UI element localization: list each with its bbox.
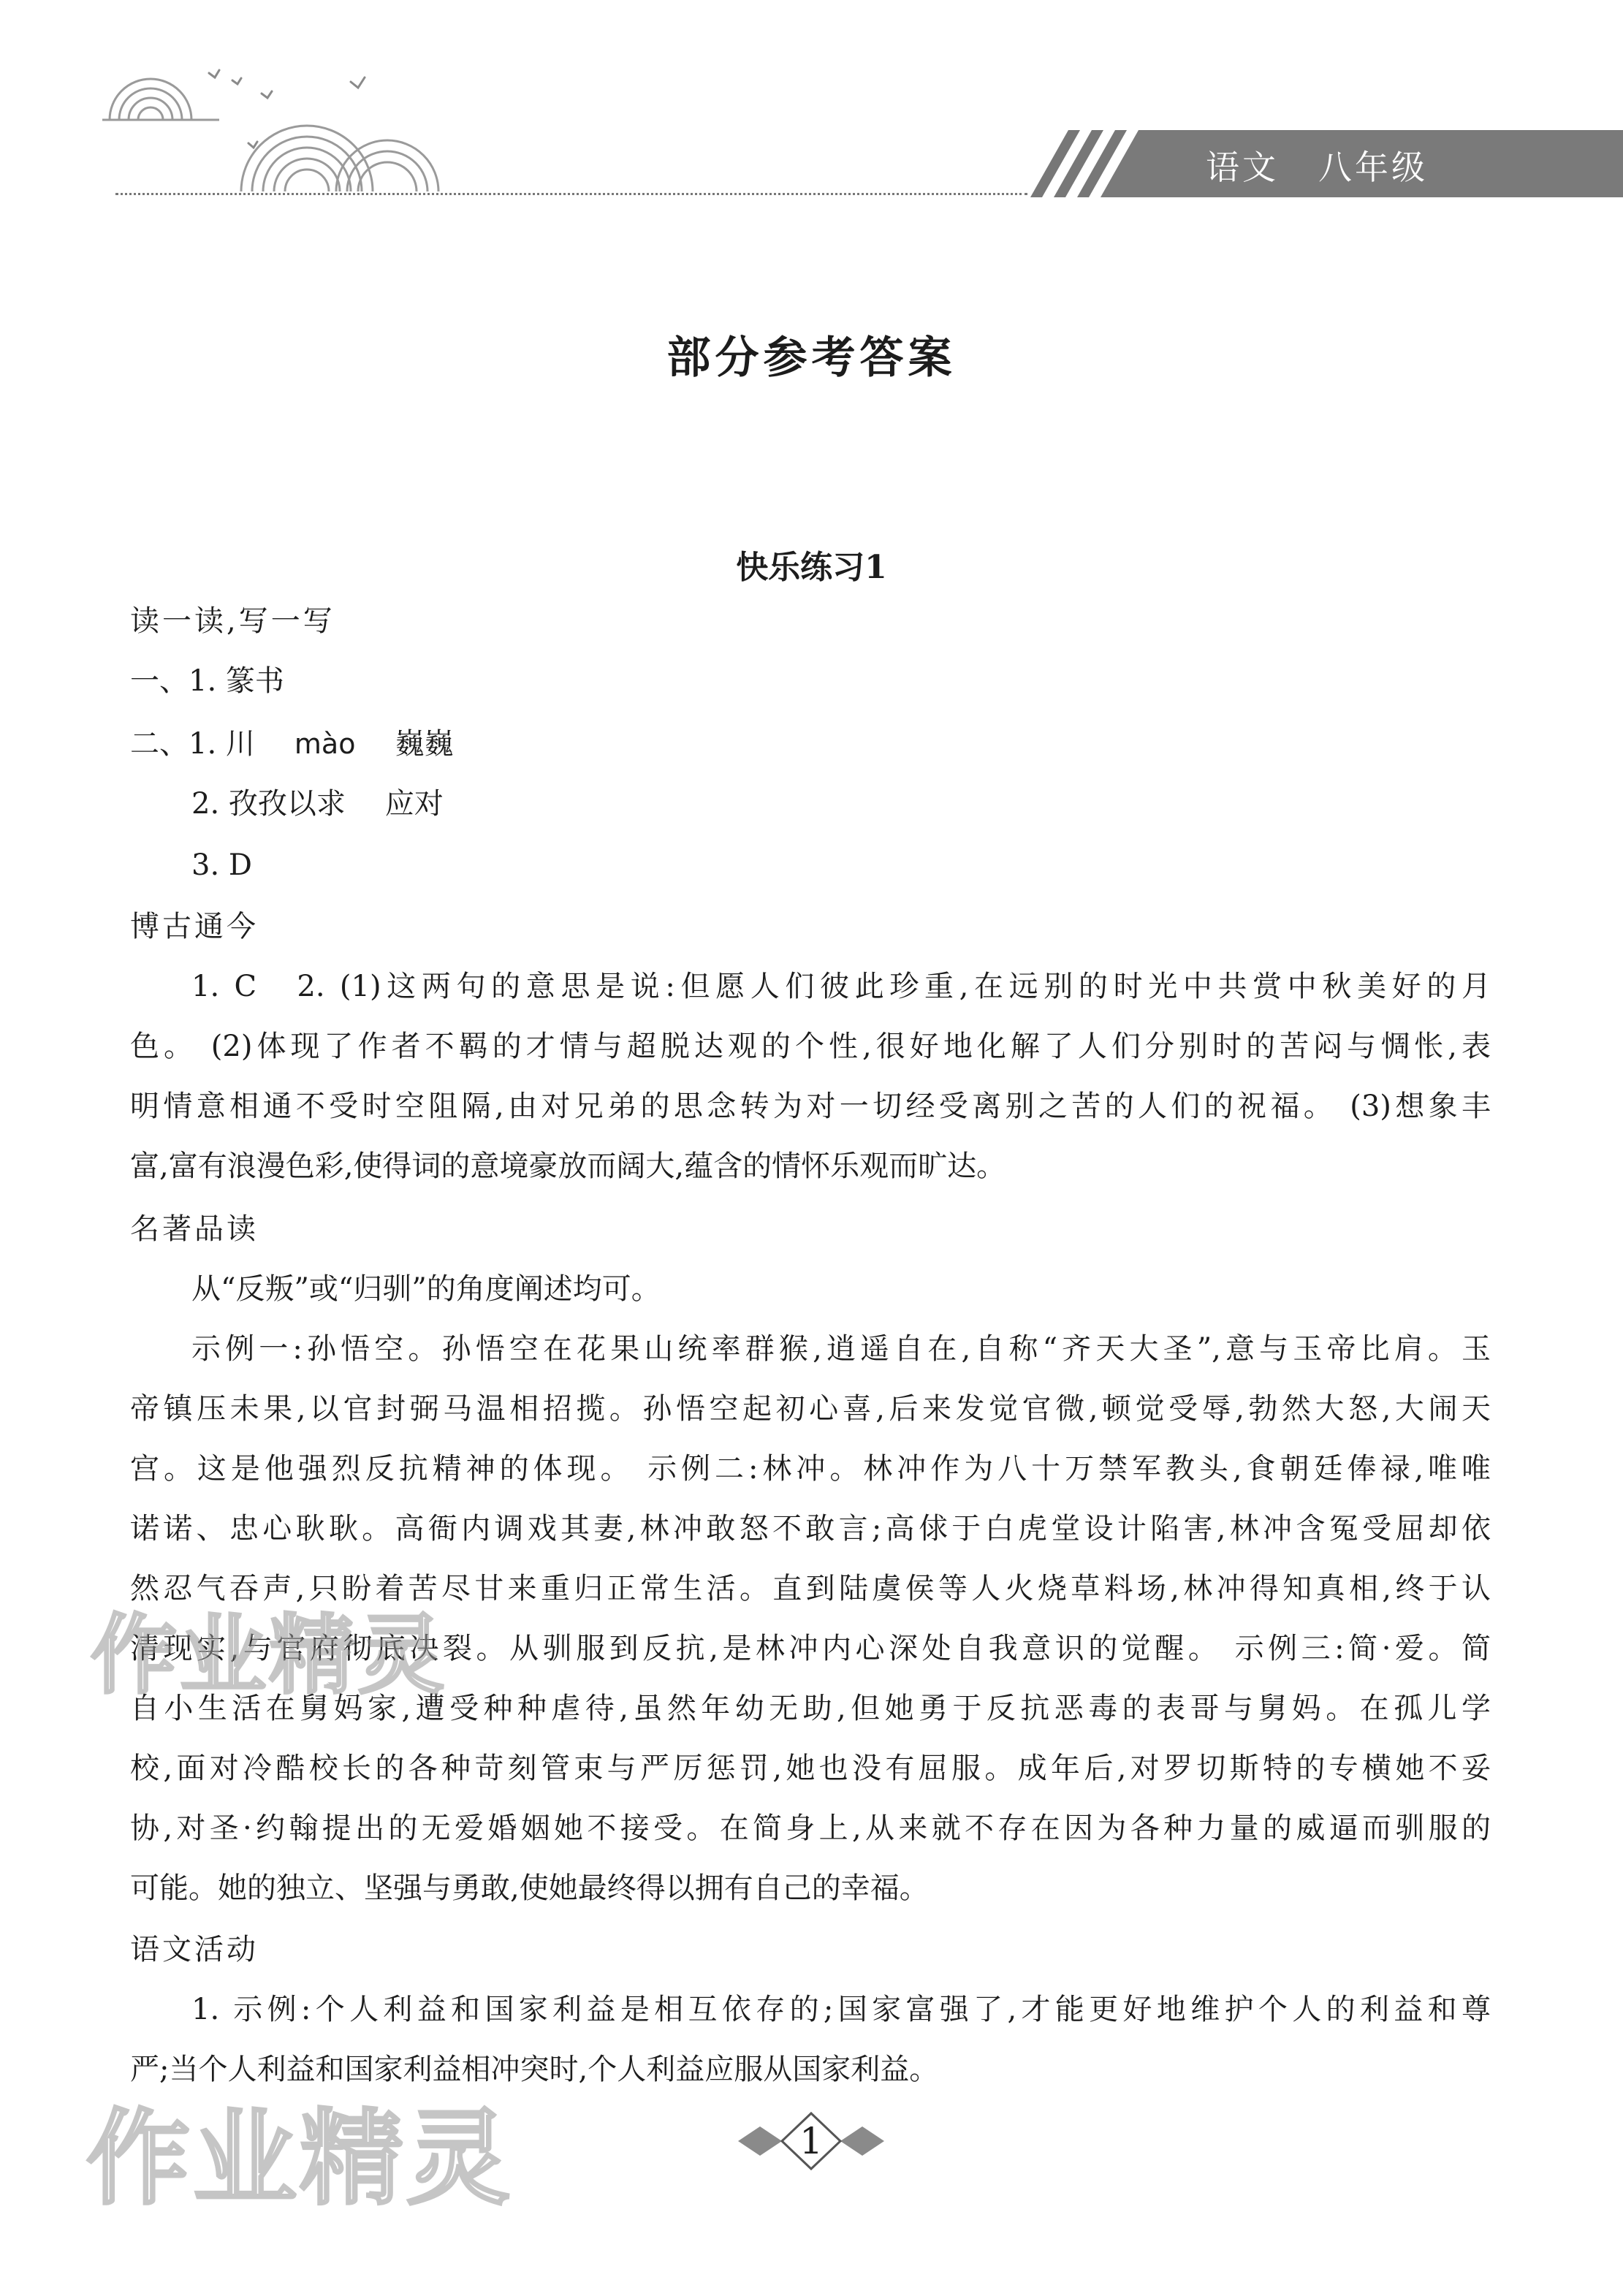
answer-2-1 (130, 723, 453, 764)
huodong-line: 1. 示例:个人利益和国家利益是相互依存的;国家富强了,才能更好地维护个人的利益和尊 (191, 1993, 1491, 2026)
header-decoration (0, 0, 512, 205)
page-title: 部分参考答案 (666, 332, 957, 384)
bogu-line: 1. C 2. (1)这两句的意思是说:但愿人们彼此珍重,在远别的时光中共赏中秋美好的月 (191, 970, 1491, 1003)
header-grade: 八年级 (1318, 148, 1428, 187)
mingzhu-intro: 从“反叛”或“归驯”的角度阐述均可。 (191, 1272, 661, 1306)
header-subject-grade (1206, 142, 1513, 193)
mingzhu-line: 宫。这是他强烈反抗精神的体现。 示例二:林冲。林冲作为八十万禁军教头,食朝廷俸禄,唯唯 (130, 1452, 1491, 1486)
answer-2-1-word: 巍巍 (395, 727, 454, 761)
mingzhu-line: 自小生活在舅妈家,遭受种种虐待,虽然年幼无助,但她勇于反抗恶毒的表哥与舅妈。在孤儿学 (130, 1692, 1491, 1725)
mingzhu-line: 清现实,与官府彻底决裂。从驯服到反抗,是林冲内心深处自我意识的觉醒。 示例三:简·爱。简 (130, 1632, 1491, 1665)
header-subject: 语文 (1206, 148, 1279, 187)
heading-huodong: 语文活动 (130, 1933, 259, 1966)
answer-2-2 (191, 783, 444, 824)
mingzhu-line: 可能。她的独立、坚强与勇敢,使她最终得以拥有自己的幸福。 (130, 1871, 929, 1905)
mingzhu-line: 诺诺、忠心耿耿。高衙内调戏其妻,林冲敢怒不敢言;高俅于白虎堂设计陷害,林冲含冤受屈却依 (130, 1512, 1491, 1546)
watermark: 作业精灵 (91, 1605, 448, 1706)
watermark: 作业精灵 (86, 2099, 513, 2219)
page-number: 1 (799, 2120, 823, 2162)
mingzhu-line: 帝镇压未果,以官封弼马温相招揽。孙悟空起初心喜,后来发觉官微,顿觉受辱,勃然大怒,大闹天 (130, 1392, 1491, 1426)
answer-1-1: 一、1. 篆书 (130, 664, 284, 698)
mingzhu-line: 校,面对冷酷校长的各种苛刻管束与严厉惩罚,她也没有屈服。成年后,对罗切斯特的专横她不妥 (130, 1752, 1491, 1785)
answer-2-1-prefix: 二、1. 川 (130, 727, 255, 761)
bogu-line: 明情意相通不受时空阻隔,由对兄弟的思念转为对一切经受离别之苦的人们的祝福。 (3)想象丰 (130, 1090, 1491, 1123)
header-divider (115, 193, 1027, 195)
answer-2-2b: 应对 (384, 787, 444, 821)
mingzhu-line: 然忍气吞声,只盼着苦尽甘来重归正常生活。直到陆虞侯等人火烧草料场,林冲得知真相,终于认 (130, 1572, 1491, 1605)
heading-mingzhu: 名著品读 (130, 1212, 259, 1246)
bogu-line: 富,富有浪漫色彩,使得词的意境豪放而阔大,蕴含的情怀乐观而旷达。 (130, 1149, 1006, 1183)
answer-2-3: 3. D (191, 848, 252, 882)
bogu-line: 色。 (2)体现了作者不羁的才情与超脱达观的个性,很好地化解了人们分别时的苦闷与惆怅,表 (130, 1030, 1491, 1063)
huodong-line: 严;当个人利益和国家利益相冲突时,个人利益应服从国家利益。 (130, 2053, 939, 2086)
page-number-badge (731, 2105, 892, 2178)
mingzhu-line: 示例一:孙悟空。孙悟空在花果山统率群猴,逍遥自在,自称“齐天大圣”,意与玉帝比肩。玉 (191, 1332, 1491, 1366)
answer-2-1-pinyin: mào (294, 728, 356, 760)
heading-reading: 读一读,写一写 (130, 604, 335, 638)
mingzhu-line: 协,对圣·约翰提出的无爱婚姻她不接受。在简身上,从来就不存在因为各种力量的威逼而驯服的 (130, 1812, 1491, 1845)
answer-2-2a: 2. 孜孜以求 (191, 787, 346, 821)
section-title: 快乐练习1 (736, 549, 887, 586)
heading-bogu: 博古通今 (130, 910, 259, 943)
